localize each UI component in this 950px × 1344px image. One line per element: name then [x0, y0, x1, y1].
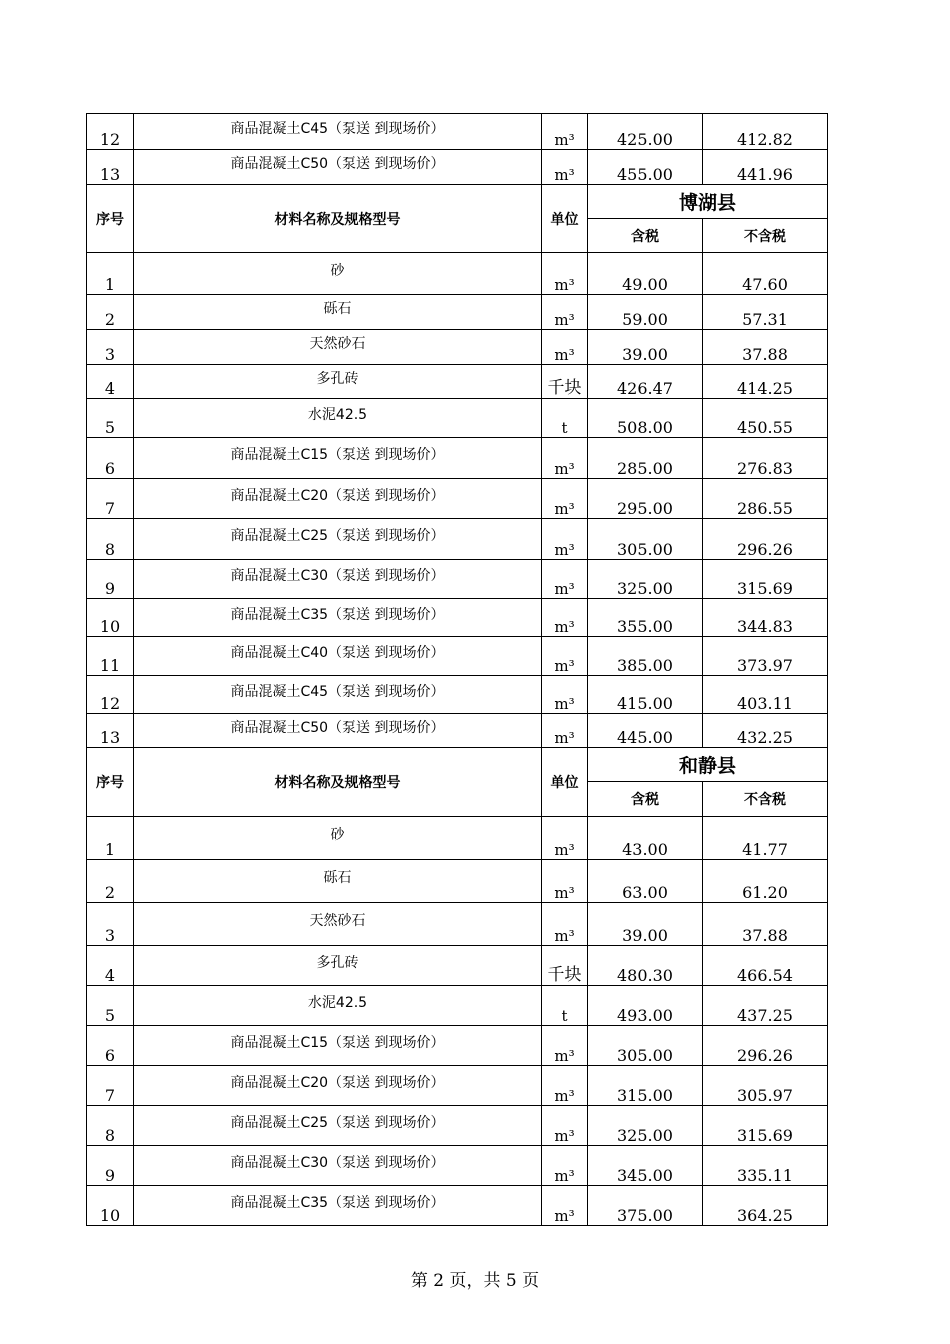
row-number: 12 [87, 114, 134, 150]
row-number: 3 [87, 903, 134, 946]
row-number: 4 [87, 946, 134, 986]
unit: m³ [542, 1146, 588, 1186]
material-name [134, 519, 542, 560]
price-excl-tax: 441.96 [703, 150, 828, 185]
price-excl-tax: 373.97 [703, 637, 828, 676]
table-row [87, 714, 828, 748]
unit: m³ [542, 330, 588, 365]
region-name: 和静县 [588, 748, 828, 782]
material-name-text: 商品混凝土C35（泵送 到现场价） [230, 1194, 445, 1211]
price-incl-tax: 480.30 [588, 946, 703, 986]
row-number: 2 [87, 295, 134, 330]
material-name-text: 砾石 [323, 301, 352, 317]
price-excl-tax: 296.26 [703, 1026, 828, 1066]
price-excl-tax: 286.55 [703, 479, 828, 519]
unit: m³ [542, 1066, 588, 1106]
price-excl-tax: 450.55 [703, 399, 828, 438]
price-incl-tax: 455.00 [588, 150, 703, 185]
table-row [87, 438, 828, 479]
unit: m³ [542, 114, 588, 150]
region-name: 博湖县 [588, 185, 828, 219]
header-name: 材料名称及规格型号 [134, 748, 542, 817]
unit: m³ [542, 1186, 588, 1226]
header-tax-excl: 不含税 [703, 219, 828, 253]
unit: m³ [542, 714, 588, 748]
material-name [134, 253, 542, 295]
row-number: 10 [87, 1186, 134, 1226]
price-excl-tax: 466.54 [703, 946, 828, 986]
price-excl-tax: 315.69 [703, 560, 828, 599]
unit: m³ [542, 637, 588, 676]
material-name [134, 817, 542, 860]
price-excl-tax: 403.11 [703, 676, 828, 714]
unit: m³ [542, 817, 588, 860]
table-row [87, 399, 828, 438]
row-number: 9 [87, 1146, 134, 1186]
price-excl-tax: 432.25 [703, 714, 828, 748]
table-row [87, 253, 828, 295]
price-incl-tax: 425.00 [588, 114, 703, 150]
price-incl-tax: 59.00 [588, 295, 703, 330]
material-name-text: 水泥42.5 [307, 994, 368, 1011]
material-name [134, 637, 542, 676]
row-number: 1 [87, 817, 134, 860]
material-name-text: 商品混凝土C45（泵送 到现场价） [230, 120, 445, 137]
unit: m³ [542, 599, 588, 637]
unit: t [542, 399, 588, 438]
price-excl-tax: 344.83 [703, 599, 828, 637]
material-name [134, 365, 542, 399]
price-incl-tax: 325.00 [588, 560, 703, 599]
price-excl-tax: 335.11 [703, 1146, 828, 1186]
row-number: 5 [87, 399, 134, 438]
material-name-text: 商品混凝土C20（泵送 到现场价） [230, 487, 445, 504]
unit: m³ [542, 1026, 588, 1066]
price-excl-tax: 296.26 [703, 519, 828, 560]
row-number: 10 [87, 599, 134, 637]
price-incl-tax: 285.00 [588, 438, 703, 479]
price-incl-tax: 345.00 [588, 1146, 703, 1186]
header-unit: 单位 [542, 748, 588, 817]
header-tax-incl: 含税 [588, 782, 703, 817]
price-incl-tax: 493.00 [588, 986, 703, 1026]
price-incl-tax: 445.00 [588, 714, 703, 748]
material-name [134, 1186, 542, 1226]
material-name [134, 399, 542, 438]
material-name [134, 150, 542, 185]
row-number: 2 [87, 860, 134, 903]
material-name [134, 1026, 542, 1066]
row-number: 13 [87, 714, 134, 748]
price-incl-tax: 325.00 [588, 1106, 703, 1146]
material-name [134, 676, 542, 714]
material-name-text: 商品混凝土C25（泵送 到现场价） [230, 528, 445, 544]
price-incl-tax: 39.00 [588, 330, 703, 365]
unit: m³ [542, 560, 588, 599]
table-row [87, 860, 828, 903]
table-row [87, 560, 828, 599]
unit: t [542, 986, 588, 1026]
material-name [134, 946, 542, 986]
material-name-text: 砾石 [323, 870, 352, 886]
price-excl-tax: 57.31 [703, 295, 828, 330]
table-row [87, 599, 828, 637]
material-name-text: 砂 [330, 827, 345, 843]
material-name-text: 多孔砖 [316, 954, 359, 971]
price-incl-tax: 63.00 [588, 860, 703, 903]
table-row [87, 1026, 828, 1066]
row-number: 8 [87, 1106, 134, 1146]
material-name-text: 天然砂石 [309, 336, 366, 352]
table-row [87, 1186, 828, 1226]
material-name-text: 商品混凝土C15（泵送 到现场价） [230, 1034, 445, 1051]
row-number: 4 [87, 365, 134, 399]
material-name-text: 砂 [330, 262, 345, 279]
page-footer: 第 2 页，共 5 页 [410, 1271, 540, 1291]
price-incl-tax: 49.00 [588, 253, 703, 295]
material-name-text: 商品混凝土C45（泵送 到现场价） [230, 683, 445, 700]
material-name [134, 1106, 542, 1146]
price-excl-tax: 437.25 [703, 986, 828, 1026]
header-tax-incl: 含税 [588, 219, 703, 253]
price-excl-tax: 412.82 [703, 114, 828, 150]
unit: 千块 [542, 365, 588, 399]
row-number: 7 [87, 1066, 134, 1106]
material-name-text: 商品混凝土C15（泵送 到现场价） [230, 447, 445, 463]
table-row [87, 946, 828, 986]
price-excl-tax: 41.77 [703, 817, 828, 860]
price-incl-tax: 39.00 [588, 903, 703, 946]
material-name-text: 商品混凝土C50（泵送 到现场价） [230, 156, 445, 172]
unit: m³ [542, 903, 588, 946]
table-row [87, 365, 828, 399]
material-name-text: 天然砂石 [309, 913, 366, 929]
unit: m³ [542, 479, 588, 519]
table-row [87, 1146, 828, 1186]
material-name [134, 860, 542, 903]
unit: 千块 [542, 946, 588, 986]
price-excl-tax: 315.69 [703, 1106, 828, 1146]
price-excl-tax: 276.83 [703, 438, 828, 479]
material-name [134, 599, 542, 637]
price-incl-tax: 355.00 [588, 599, 703, 637]
header-unit: 单位 [542, 185, 588, 253]
material-name [134, 903, 542, 946]
row-number: 1 [87, 253, 134, 295]
table-row [87, 479, 828, 519]
price-incl-tax: 385.00 [588, 637, 703, 676]
material-name [134, 714, 542, 748]
row-number: 5 [87, 986, 134, 1026]
price-incl-tax: 295.00 [588, 479, 703, 519]
material-name-text: 商品混凝土C50（泵送 到现场价） [230, 719, 445, 736]
material-name-text: 商品混凝土C20（泵送 到现场价） [230, 1074, 445, 1091]
unit: m³ [542, 1106, 588, 1146]
header-tax-excl: 不含税 [703, 782, 828, 817]
price-incl-tax: 426.47 [588, 365, 703, 399]
price-incl-tax: 305.00 [588, 1026, 703, 1066]
material-name-text: 多孔砖 [316, 370, 359, 387]
price-incl-tax: 315.00 [588, 1066, 703, 1106]
row-number: 6 [87, 1026, 134, 1066]
table-row [87, 150, 828, 185]
row-number: 7 [87, 479, 134, 519]
unit: m³ [542, 253, 588, 295]
material-name [134, 330, 542, 365]
unit: m³ [542, 676, 588, 714]
material-name-text: 商品混凝土C40（泵送 到现场价） [230, 645, 445, 661]
material-name-text: 商品混凝土C25（泵送 到现场价） [230, 1114, 445, 1131]
unit: m³ [542, 295, 588, 330]
header-name: 材料名称及规格型号 [134, 185, 542, 253]
unit: m³ [542, 150, 588, 185]
material-name-text: 商品混凝土C30（泵送 到现场价） [230, 568, 445, 584]
price-excl-tax: 305.97 [703, 1066, 828, 1106]
material-name [134, 560, 542, 599]
table-row [87, 114, 828, 150]
price-table-body [87, 114, 828, 1226]
row-number: 13 [87, 150, 134, 185]
table-row [87, 817, 828, 860]
material-name-text: 商品混凝土C35（泵送 到现场价） [230, 606, 445, 623]
section-header-row [87, 748, 828, 782]
table-row [87, 330, 828, 365]
price-incl-tax: 43.00 [588, 817, 703, 860]
row-number: 9 [87, 560, 134, 599]
price-incl-tax: 508.00 [588, 399, 703, 438]
price-excl-tax: 414.25 [703, 365, 828, 399]
material-name-text: 商品混凝土C30（泵送 到现场价） [230, 1154, 445, 1171]
table-row [87, 519, 828, 560]
table-row [87, 1106, 828, 1146]
row-number: 3 [87, 330, 134, 365]
material-name [134, 438, 542, 479]
table-row [87, 295, 828, 330]
header-no: 序号 [87, 185, 134, 253]
material-name [134, 114, 542, 150]
price-excl-tax: 61.20 [703, 860, 828, 903]
material-name [134, 295, 542, 330]
table-row [87, 637, 828, 676]
price-excl-tax: 37.88 [703, 903, 828, 946]
header-no: 序号 [87, 748, 134, 817]
material-name [134, 1146, 542, 1186]
price-incl-tax: 305.00 [588, 519, 703, 560]
material-name [134, 479, 542, 519]
material-name [134, 1066, 542, 1106]
table-row [87, 986, 828, 1026]
row-number: 6 [87, 438, 134, 479]
price-excl-tax: 364.25 [703, 1186, 828, 1226]
price-table [86, 113, 828, 1226]
unit: m³ [542, 438, 588, 479]
table-row [87, 903, 828, 946]
section-header-row [87, 185, 828, 219]
price-incl-tax: 415.00 [588, 676, 703, 714]
unit: m³ [542, 519, 588, 560]
row-number: 12 [87, 676, 134, 714]
row-number: 8 [87, 519, 134, 560]
price-excl-tax: 37.88 [703, 330, 828, 365]
table-row [87, 1066, 828, 1106]
table-row [87, 676, 828, 714]
price-incl-tax: 375.00 [588, 1186, 703, 1226]
material-name [134, 986, 542, 1026]
unit: m³ [542, 860, 588, 903]
price-excl-tax: 47.60 [703, 253, 828, 295]
row-number: 11 [87, 637, 134, 676]
material-name-text: 水泥42.5 [307, 407, 368, 423]
